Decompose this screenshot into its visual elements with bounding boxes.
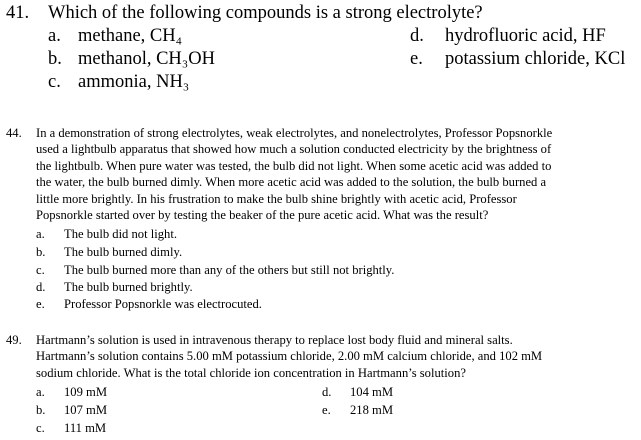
option-letter: b. <box>36 245 46 259</box>
option-text: 218 mM <box>350 403 394 417</box>
option-letter: e. <box>322 403 331 417</box>
option-text: methane, CH₄ <box>78 26 183 46</box>
option-letter: c. <box>36 263 45 277</box>
option-letter: d. <box>322 385 332 399</box>
option-letter: e. <box>36 297 45 311</box>
option-text: 104 mM <box>350 385 394 399</box>
option-letter: a. <box>36 385 45 399</box>
question-line: Hartmann’s solution is used in intravenous therapy to replace lost body fluid and mineral salts. <box>36 333 513 347</box>
option-letter: c. <box>36 421 45 435</box>
option-text: The bulb burned brightly. <box>64 280 193 294</box>
question-line: In a demonstration of strong electrolytes, weak electrolytes, and nonelectrolytes, Professor Popsnorkle <box>36 126 553 140</box>
option-text: The bulb burned dimly. <box>64 245 183 259</box>
question-text: Which of the following compounds is a strong electrolyte? <box>48 3 483 23</box>
question-number: 41. <box>6 3 30 23</box>
option-text: The bulb burned more than any of the others but still not brightly. <box>64 263 395 277</box>
question-line: Hartmann’s solution contains 5.00 mM potassium chloride, 2.00 mM calcium chloride, and 102 mM <box>36 349 543 364</box>
question-text <box>36 125 636 223</box>
question-text <box>36 332 636 381</box>
question-line: the lightbulb. When pure water was tested, the bulb did not light. When some acetic acid was added to <box>36 158 552 173</box>
option-letter: a. <box>48 26 61 46</box>
option-letter: d. <box>410 26 424 46</box>
option-text: The bulb did not light. <box>64 227 177 241</box>
option-text: potassium chloride, KCl <box>445 49 626 69</box>
option-text: hydrofluoric acid, HF <box>445 26 606 46</box>
question-line: little more brightly. In his frustration to make the bulb shine brightly with acetic acid, Professor <box>36 191 517 206</box>
question-line: the water, the bulb burned dimly. When more acetic acid was added to the solution, the bulb burned a <box>36 175 547 190</box>
option-letter: b. <box>36 403 46 417</box>
option-text: 107 mM <box>64 403 108 417</box>
question-line: used a lightbulb apparatus that showed how much a solution conducted electricity by the brightness of <box>36 142 552 157</box>
option-text: 109 mM <box>64 385 108 399</box>
option-letter: d. <box>36 280 46 294</box>
option-text: ammonia, NH₃ <box>78 72 190 92</box>
question-number: 44. <box>6 126 22 140</box>
option-text: Professor Popsnorkle was electrocuted. <box>64 297 262 311</box>
option-text: 111 mM <box>64 421 107 435</box>
option-letter: c. <box>48 72 61 92</box>
question-number: 49. <box>6 333 22 347</box>
option-letter: a. <box>36 227 45 241</box>
option-letter: e. <box>410 49 423 69</box>
question-line: sodium chloride. What is the total chloride ion concentration in Hartmann’s solution? <box>36 365 466 380</box>
option-letter: b. <box>48 49 62 69</box>
question-line: Popsnorkle started over by testing the beaker of the pure acetic acid. What was the result? <box>36 208 489 223</box>
option-text: methanol, CH₃OH <box>78 49 215 69</box>
